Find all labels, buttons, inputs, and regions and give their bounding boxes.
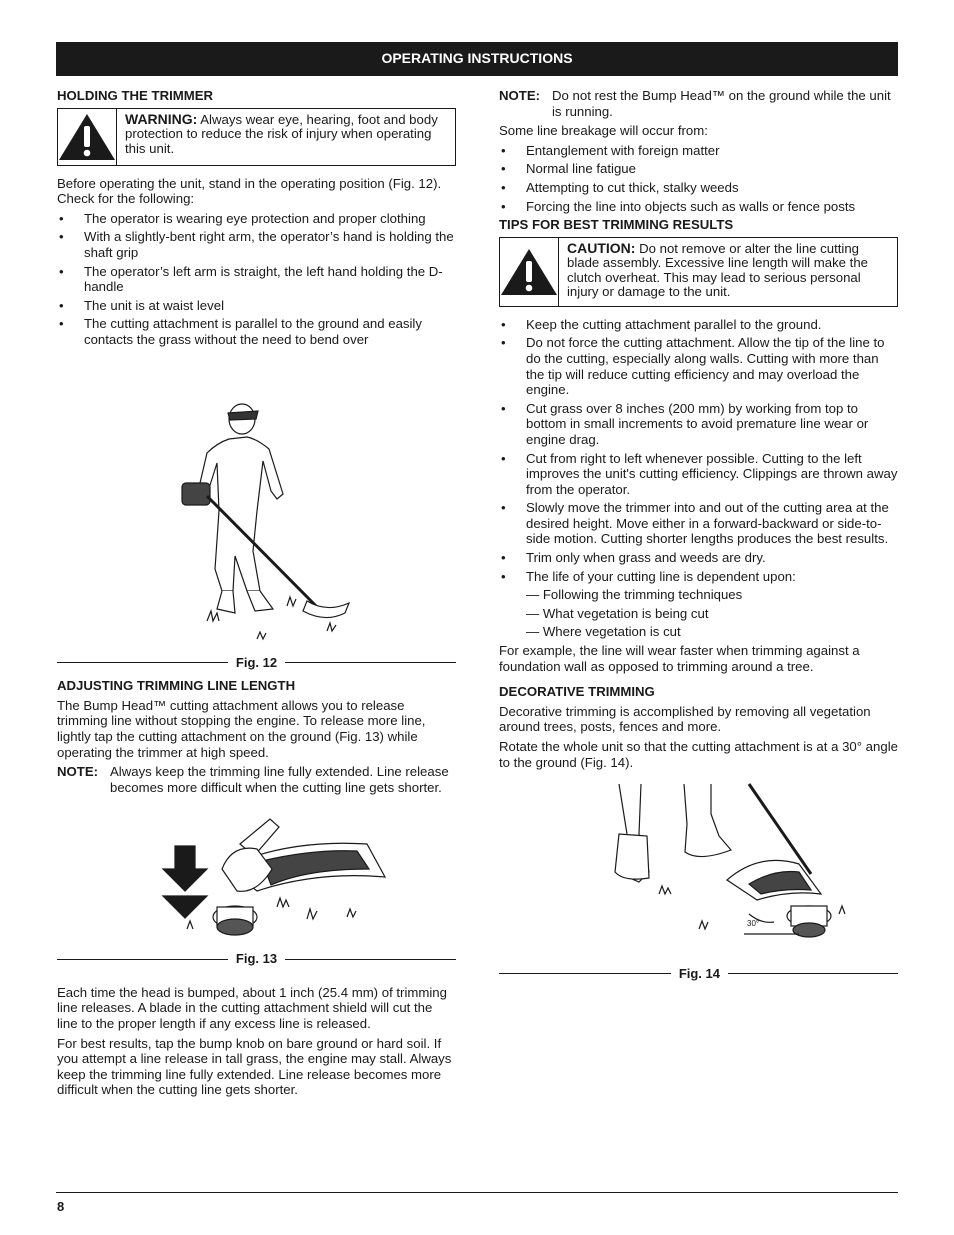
note-text: Do not rest the Bump Head™ on the ground while the unit is running. xyxy=(552,88,891,119)
warning-triangle-icon xyxy=(58,109,117,165)
list-item: • Do not force the cutting attachment. Allow the tip of the line to do the cutting, especially along walls. Cutting with more than the tip will reduce cutting efficiency and may overload the engine. xyxy=(499,335,898,397)
list-item: • The operator’s left arm is straight, the left hand holding the D-handle xyxy=(57,264,456,295)
fig12-caption-row xyxy=(57,655,456,671)
bump-text: Each time the head is bumped, about 1 inch (25.4 mm) of trimming line releases. A blade in the cutting attachment shield will cut the line to the proper length if any excess line is released. xyxy=(57,984,447,1032)
right-column xyxy=(499,88,898,990)
fig13-caption-row xyxy=(57,951,456,967)
fig12-caption: Fig. 12 xyxy=(235,654,278,670)
right-note xyxy=(499,88,898,119)
best-results-text: For best results, tap the bump knob on bare ground or hard soil. If you attempt a line release in tall grass, the engine may stall. Always keep the trimming line fully extended. Line release becomes more difficult when the cutting line gets shorter. xyxy=(57,1035,452,1098)
tips-list xyxy=(499,317,898,585)
fig14-illustration xyxy=(499,774,898,962)
note-label: NOTE: xyxy=(499,88,541,103)
warning-text: Always wear eye, hearing, foot and body protection to reduce the risk of injury when operating this unit. xyxy=(125,111,438,156)
list-item: • Forcing the line into objects such as walls or fence posts xyxy=(499,199,898,215)
list-item: • The life of your cutting line is dependent upon: xyxy=(499,569,898,585)
holding-heading: HOLDING THE TRIMMER xyxy=(57,88,214,103)
list-item: • Attempting to cut thick, stalky weeds xyxy=(499,180,898,196)
example-text: For example, the line will wear faster when trimming against a foundation wall as opposed to trimming around a tree. xyxy=(499,643,860,674)
list-item: • The cutting attachment is parallel to the ground and easily contacts the grass without the need to bend over xyxy=(57,316,456,347)
left-column xyxy=(57,88,456,1102)
list-item: — What vegetation is being cut xyxy=(526,605,709,621)
adjusting-text: The Bump Head™ cutting attachment allows you to release trimming line without stopping the engine. To release more line, lightly tap the cutting attachment on the ground (Fig. 13) while operating the trimmer at high speed. xyxy=(57,697,426,760)
list-item: • With a slightly-bent right arm, the operator’s hand is holding the shaft grip xyxy=(57,229,456,260)
caution-label: CAUTION: xyxy=(567,239,636,256)
list-item: • The operator is wearing eye protection and proper clothing xyxy=(57,211,456,227)
fig13-illustration xyxy=(57,799,456,947)
holding-intro: Before operating the unit, stand in the operating position (Fig. 12). Check for the following: xyxy=(57,175,442,207)
line-life-list xyxy=(499,587,898,640)
breakage-intro: Some line breakage will occur from: xyxy=(499,123,708,139)
rotate-text: Rotate the whole unit so that the cutting attachment is at a 30° angle to the ground (Fig. 14). xyxy=(499,739,898,770)
list-item: • Trim only when grass and weeds are dry. xyxy=(499,550,898,566)
adjusting-heading: ADJUSTING TRIMMING LINE LENGTH xyxy=(57,678,296,694)
list-item: • Entanglement with foreign matter xyxy=(499,143,898,159)
caution-box xyxy=(499,237,898,307)
operating-checklist xyxy=(57,211,456,348)
section-title: OPERATING INSTRUCTIONS xyxy=(381,50,573,67)
fig13-caption: Fig. 13 xyxy=(235,951,278,967)
fig14-caption: Fig. 14 xyxy=(678,966,720,982)
list-item: • Normal line fatigue xyxy=(499,161,898,177)
decorative-heading: DECORATIVE TRIMMING xyxy=(499,684,655,700)
caution-triangle-icon xyxy=(500,238,559,306)
note-label: NOTE xyxy=(57,764,94,780)
warning-box xyxy=(57,108,456,166)
note-text: Always keep the trimming line fully extended. Line release becomes more difficult when the cutting line gets shorter. xyxy=(110,764,449,795)
left-note: NOTE: Always keep the trimming line fully extended. Line release becomes more difficult when the cutting line gets shorter. xyxy=(57,764,456,795)
fig12-illustration xyxy=(57,351,456,651)
page-number: 8 xyxy=(57,1199,65,1214)
decorative-text: Decorative trimming is accomplished by removing all vegetation around trees, posts, fences and more. xyxy=(499,703,871,735)
list-item: • Cut from right to left whenever possible. Cutting to the left improves the unit's cutting efficiency. Clippings are thrown away from the operator. xyxy=(499,451,898,498)
section-header xyxy=(56,42,898,76)
list-item: — Following the trimming techniques xyxy=(526,587,743,603)
list-item: • Keep the cutting attachment parallel to the ground. xyxy=(499,317,898,333)
down-arrow-icon xyxy=(163,846,207,891)
caution-text: Do not remove or alter the line cutting blade assembly. Excessive line length will make the clutch overheat. This may lead to serious personal injury or damage to the unit. xyxy=(567,240,869,300)
list-item: • Slowly move the trimmer into and out of the cutting area at the desired height. Move either in a forward-backward or side-to-side motion. Cutting shorter lengths produces the best results. xyxy=(499,500,898,547)
breakage-list xyxy=(499,143,898,214)
angle-label: 30° xyxy=(747,919,760,929)
warning-label: WARNING: xyxy=(125,110,198,127)
footer-divider xyxy=(56,1192,898,1193)
list-item: • The unit is at waist level xyxy=(57,298,456,314)
list-item: • Cut grass over 8 inches (200 mm) by working from top to bottom in small increments to avoid premature line wear or engine drag. xyxy=(499,401,898,448)
fig14-caption-row xyxy=(499,966,898,982)
tips-heading: TIPS FOR BEST TRIMMING RESULTS xyxy=(499,217,734,233)
list-item: — Where vegetation is cut xyxy=(526,624,681,640)
